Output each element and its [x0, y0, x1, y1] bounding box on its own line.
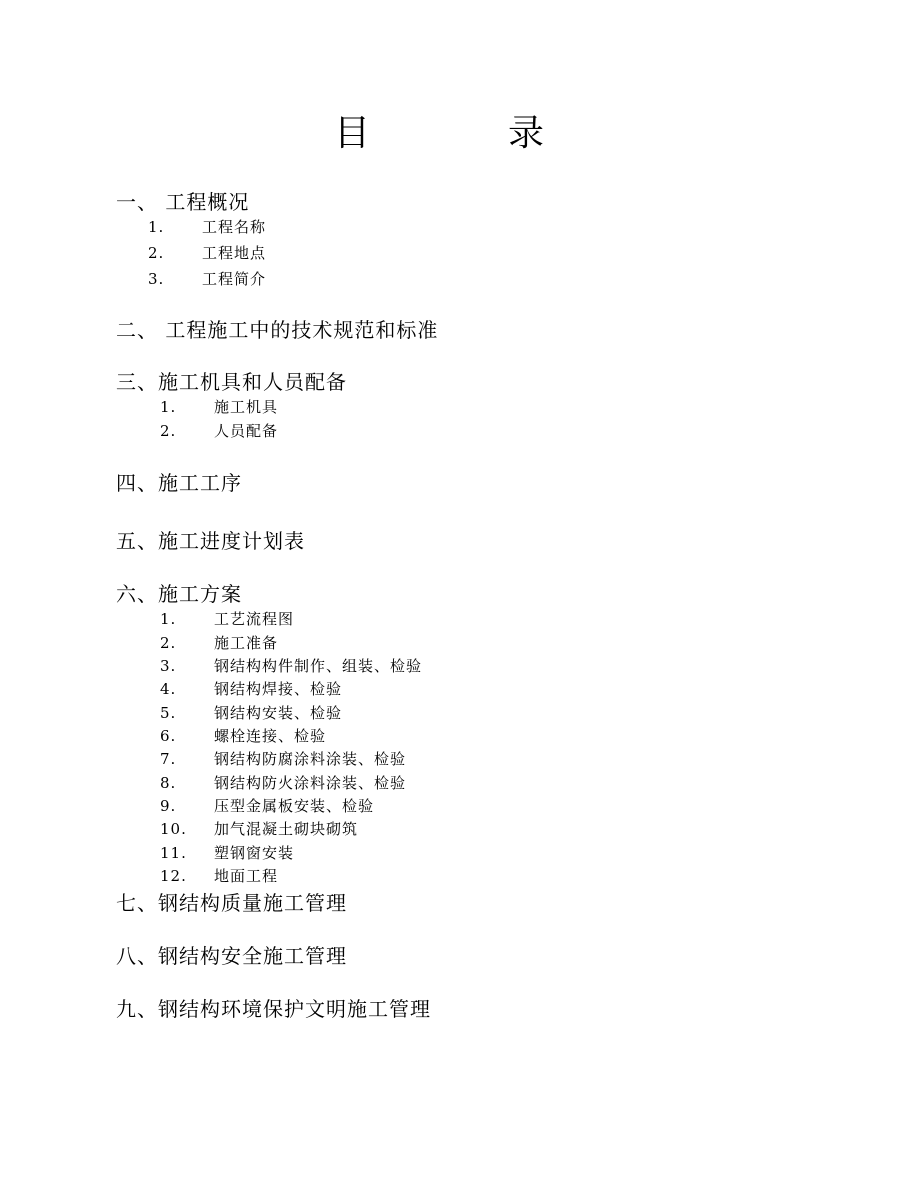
page-title: [0, 110, 920, 160]
toc-sub-text: 人员配备: [214, 422, 279, 440]
toc-sub-number: 3.: [160, 657, 177, 675]
toc-section-heading: 一、 工程概况: [116, 190, 250, 214]
toc-sub-item: [148, 268, 266, 290]
toc-sub-text: 钢结构安装、检验: [214, 704, 343, 722]
toc-sub-text: 地面工程: [214, 867, 279, 885]
toc-sub-item: [160, 420, 278, 442]
toc-sub-number: 2.: [160, 634, 177, 652]
toc-sub-text: 塑钢窗安装: [214, 844, 295, 862]
toc-sub-text: 钢结构焊接、检验: [214, 680, 343, 698]
toc-sub-text: 钢结构防火涂料涂装、检验: [214, 774, 407, 792]
toc-section-heading: 二、 工程施工中的技术规范和标准: [116, 318, 439, 342]
toc-sub-number: 4.: [160, 680, 177, 698]
toc-sub-number: 11.: [160, 844, 187, 862]
toc-sub-text: 钢结构防腐涂料涂装、检验: [214, 750, 407, 768]
toc-sub-item: [160, 772, 406, 794]
title-char: 目: [334, 113, 371, 154]
toc-sub-number: 9.: [160, 797, 177, 815]
toc-sub-text: 螺栓连接、检验: [214, 727, 327, 745]
toc-sub-number: 12.: [160, 867, 187, 885]
toc-sub-item: [148, 216, 266, 238]
toc-sub-text: 施工准备: [214, 634, 279, 652]
toc-sub-text: 加气混凝土砌块砌筑: [214, 820, 359, 838]
toc-sub-item: [160, 748, 406, 770]
toc-sub-item: [160, 842, 294, 864]
toc-sub-item: [160, 396, 278, 418]
toc-sub-text: 工程简介: [202, 270, 267, 288]
toc-sub-number: 5.: [160, 704, 177, 722]
toc-sub-item: [160, 678, 342, 700]
toc-sub-text: 压型金属板安装、检验: [214, 797, 375, 815]
toc-sub-number: 3.: [148, 270, 165, 288]
toc-sub-item: [160, 655, 422, 677]
toc-section-heading: 四、施工工序: [116, 471, 242, 495]
toc-sub-number: 10.: [160, 820, 187, 838]
toc-sub-item: [160, 865, 278, 887]
toc-sub-item: [160, 725, 326, 747]
toc-sub-text: 工程名称: [202, 218, 267, 236]
toc-section-heading: 九、钢结构环境保护文明施工管理: [116, 997, 431, 1021]
toc-sub-number: 2.: [148, 244, 165, 262]
toc-sub-text: 施工机具: [214, 398, 279, 416]
toc-sub-text: 钢结构构件制作、组装、检验: [214, 657, 423, 675]
toc-sub-item: [160, 818, 358, 840]
toc-section-heading: 八、钢结构安全施工管理: [116, 944, 347, 968]
toc-sub-number: 1.: [160, 398, 177, 416]
toc-sub-text: 工程地点: [202, 244, 267, 262]
toc-sub-number: 1.: [148, 218, 165, 236]
toc-sub-number: 6.: [160, 727, 177, 745]
toc-sub-item: [160, 702, 342, 724]
toc-sub-item: [160, 608, 294, 630]
toc-sub-number: 2.: [160, 422, 177, 440]
toc-sub-item: [160, 632, 278, 654]
toc-sub-number: 8.: [160, 774, 177, 792]
toc-section-heading: 三、施工机具和人员配备: [116, 370, 347, 394]
toc-sub-number: 7.: [160, 750, 177, 768]
toc-section-heading: 六、施工方案: [116, 582, 242, 606]
toc-section-heading: 七、钢结构质量施工管理: [116, 891, 347, 915]
toc-sub-item: [160, 795, 374, 817]
toc-sub-item: [148, 242, 266, 264]
toc-sub-number: 1.: [160, 610, 177, 628]
toc-section-heading: 五、施工进度计划表: [116, 529, 305, 553]
title-char: 录: [508, 113, 545, 154]
toc-sub-text: 工艺流程图: [214, 610, 295, 628]
